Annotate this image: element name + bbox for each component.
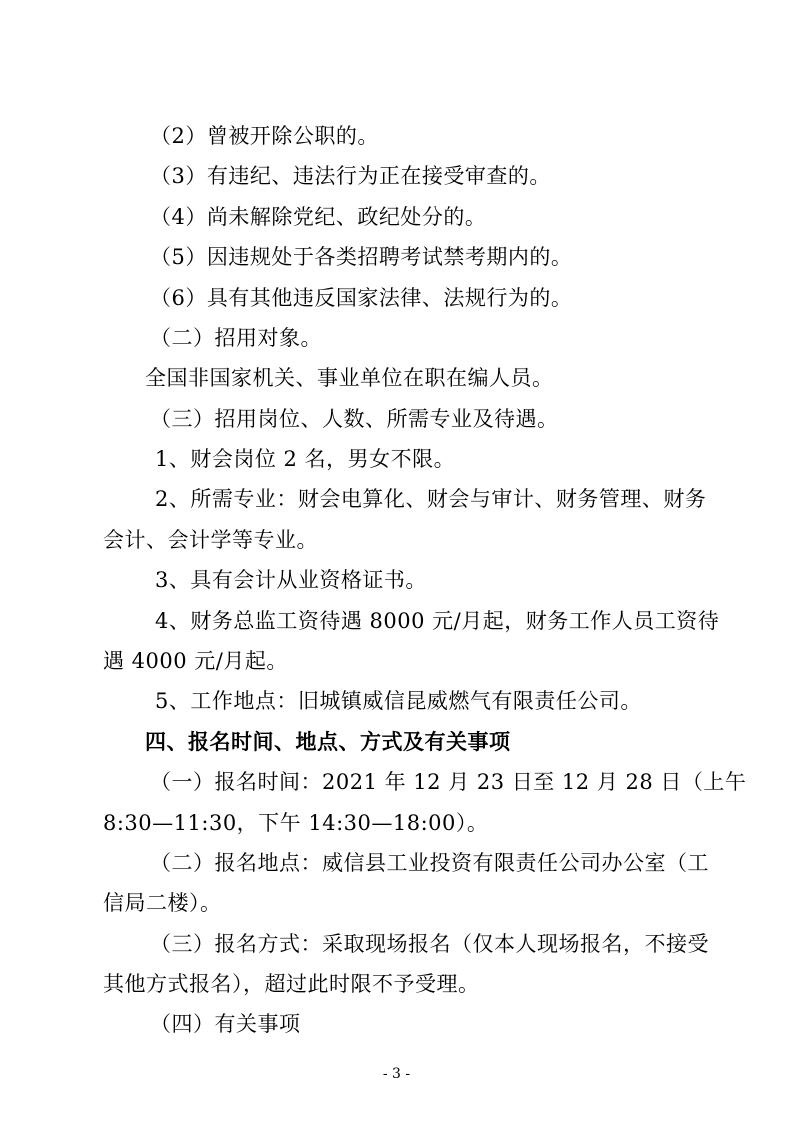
paragraph-line: （2）曾被开除公职的。: [150, 124, 379, 148]
paragraph-line: （一）报名时间：2021 年 12 月 23 日至 12 月 28 日（上午: [150, 770, 747, 794]
section-heading: 四、报名时间、地点、方式及有关事项: [145, 729, 511, 754]
paragraph-line: 3、具有会计从业资格证书。: [155, 568, 427, 592]
paragraph-line: （4）尚未解除党纪、政纪处分的。: [150, 205, 487, 229]
paragraph-line: （二）报名地点：威信县工业投资有限责任公司办公室（工: [150, 851, 709, 875]
paragraph-line: 5、工作地点：旧城镇威信昆威燃气有限责任公司。: [155, 689, 642, 713]
paragraph-line: 会计、会计学等专业。: [103, 528, 318, 552]
paragraph-line: （6）具有其他违反国家法律、法规行为的。: [150, 286, 573, 310]
section-heading: （二）招用对象。: [150, 326, 322, 350]
paragraph-line: 信局二楼）。: [103, 891, 222, 915]
section-heading: （四）有关事项: [150, 1012, 301, 1036]
paragraph-line: 1、财会岗位 2 名，男女不限。: [155, 447, 456, 471]
paragraph-line: 8:30—11:30，下午 14:30—18:00）。: [103, 811, 489, 835]
paragraph-line: 其他方式报名），超过此时限不予受理。: [103, 972, 480, 996]
paragraph-line: （三）报名方式：采取现场报名（仅本人现场报名，不接受: [150, 932, 709, 956]
paragraph-line: 4、财务总监工资待遇 8000 元/月起，财务工作人员工资待: [155, 609, 720, 633]
paragraph-line: 全国非国家机关、事业单位在职在编人员。: [145, 366, 554, 390]
section-heading: （三）招用岗位、人数、所需专业及待遇。: [150, 407, 559, 431]
paragraph-line: （5）因违规处于各类招聘考试禁考期内的。: [150, 245, 573, 269]
page-number: - 3 -: [382, 1066, 411, 1082]
paragraph-line: 遇 4000 元/月起。: [103, 649, 288, 673]
paragraph-line: （3）有违纪、违法行为正在接受审查的。: [150, 164, 551, 188]
paragraph-line: 2、所需专业：财会电算化、财会与审计、财务管理、财务: [155, 487, 707, 511]
